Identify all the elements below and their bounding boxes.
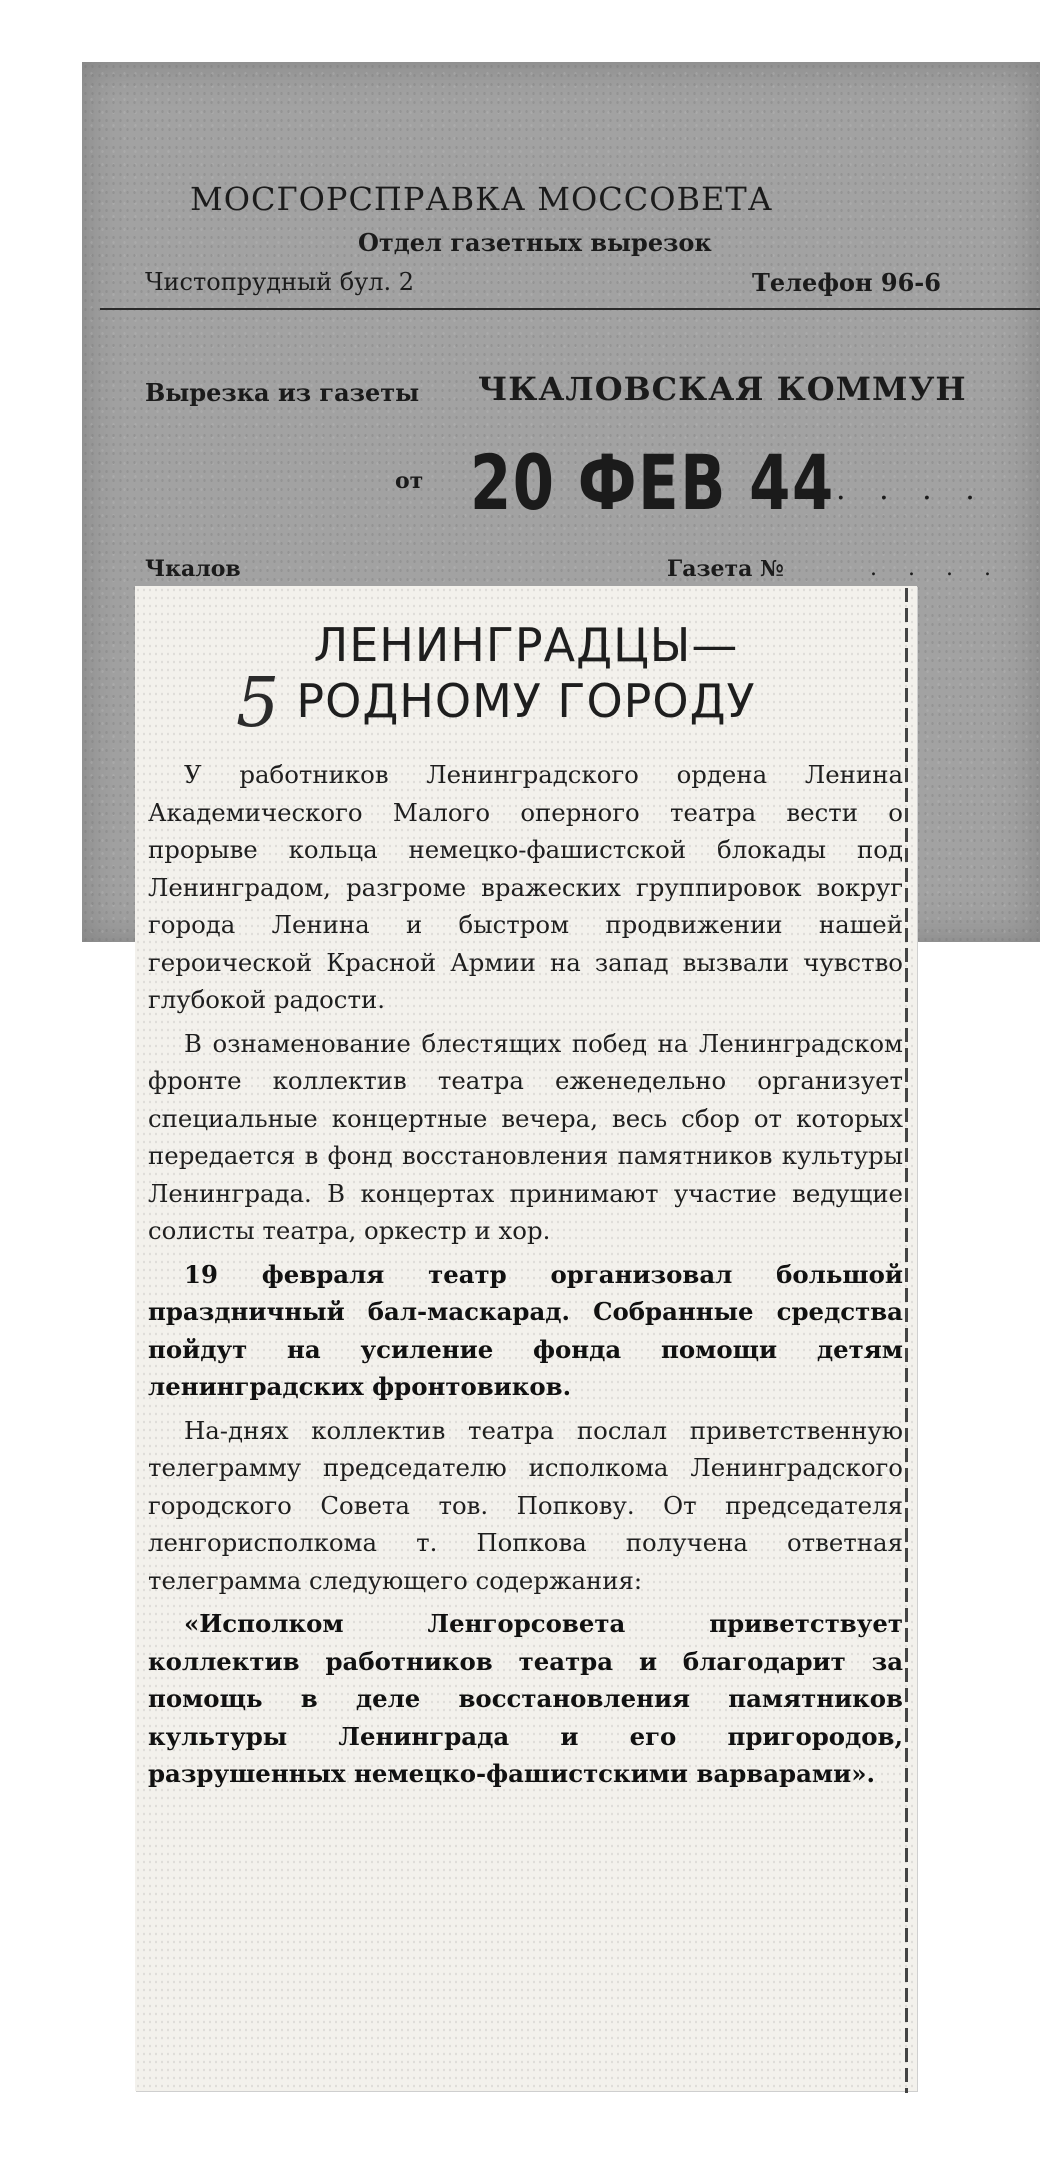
article-paragraph: 19 февраля театр организовал большой праздничный бал-маскарад. Собранные средства пойдут на усиление фонда помощи детям ленинградских фронтовиков. — [148, 1259, 903, 1401]
newspaper-name: ЧКАЛОВСКАЯ КОММУН — [478, 370, 967, 408]
article-headline-line1: ЛЕНИНГРАДЦЫ— — [313, 618, 739, 672]
article-paragraph: У работников Ленинградского ордена Ленина Академического Малого оперного театра вести о прорыве кольца немецко-фашистской блокады под Ленинградом, разгроме вражеских группировок вокруг города Ленина и быстром продвижении нашей героической Красной Армии на запад вызвали чувство глубокой радости. — [148, 760, 903, 1014]
date-dots: . . . . — [836, 472, 987, 507]
form-title: МОСГОРСПРАВКА МОССОВЕТА — [190, 180, 773, 218]
issue-dots: . . . . — [870, 556, 1003, 581]
article-paragraph: На-днях коллектив театра послал приветственную телеграмму председателю исполкома Ленинградского городского Совета тов. Попкову. От председателя ленгорисполкома т. Попкова получена ответная телеграмма следующего содержания: — [148, 1415, 903, 1595]
article-paragraph: В ознаменование блестящих побед на Ленинградском фронте коллектив театра еженедельно организует специальные концертные вечера, весь сбор от которых передается в фонд восстановления памятников культуры Ленинграда. В концертах принимают участие ведущие солисты театра, оркестр и хор. — [148, 1028, 903, 1245]
cut-label: Вырезка из газеты — [145, 378, 420, 407]
city-label: Чкалов — [145, 556, 241, 582]
article-body — [148, 756, 903, 1799]
form-department: Отдел газетных вырезок — [358, 228, 712, 257]
issue-label: Газета № — [667, 556, 784, 582]
form-divider — [100, 308, 1040, 310]
article-headline-line2: РОДНОМУ ГОРОДУ — [296, 674, 756, 728]
form-address: Чистопрудный бул. 2 — [145, 268, 415, 296]
date-stamp: 20 ФЕВ 44 — [470, 438, 835, 527]
handwritten-page-number: 5 — [236, 664, 280, 743]
form-phone: Телефон 96-6 — [752, 268, 941, 297]
date-prefix: от — [395, 468, 424, 494]
article-paragraph: «Исполком Ленгорсовета приветствует коллектив работников театра и благодарит за помощь в деле восстановления памятников культуры Ленинграда и его пригородов, разрушенных немецко-фашистскими варварами». — [148, 1609, 903, 1788]
clipping-column-rule — [905, 588, 908, 2093]
